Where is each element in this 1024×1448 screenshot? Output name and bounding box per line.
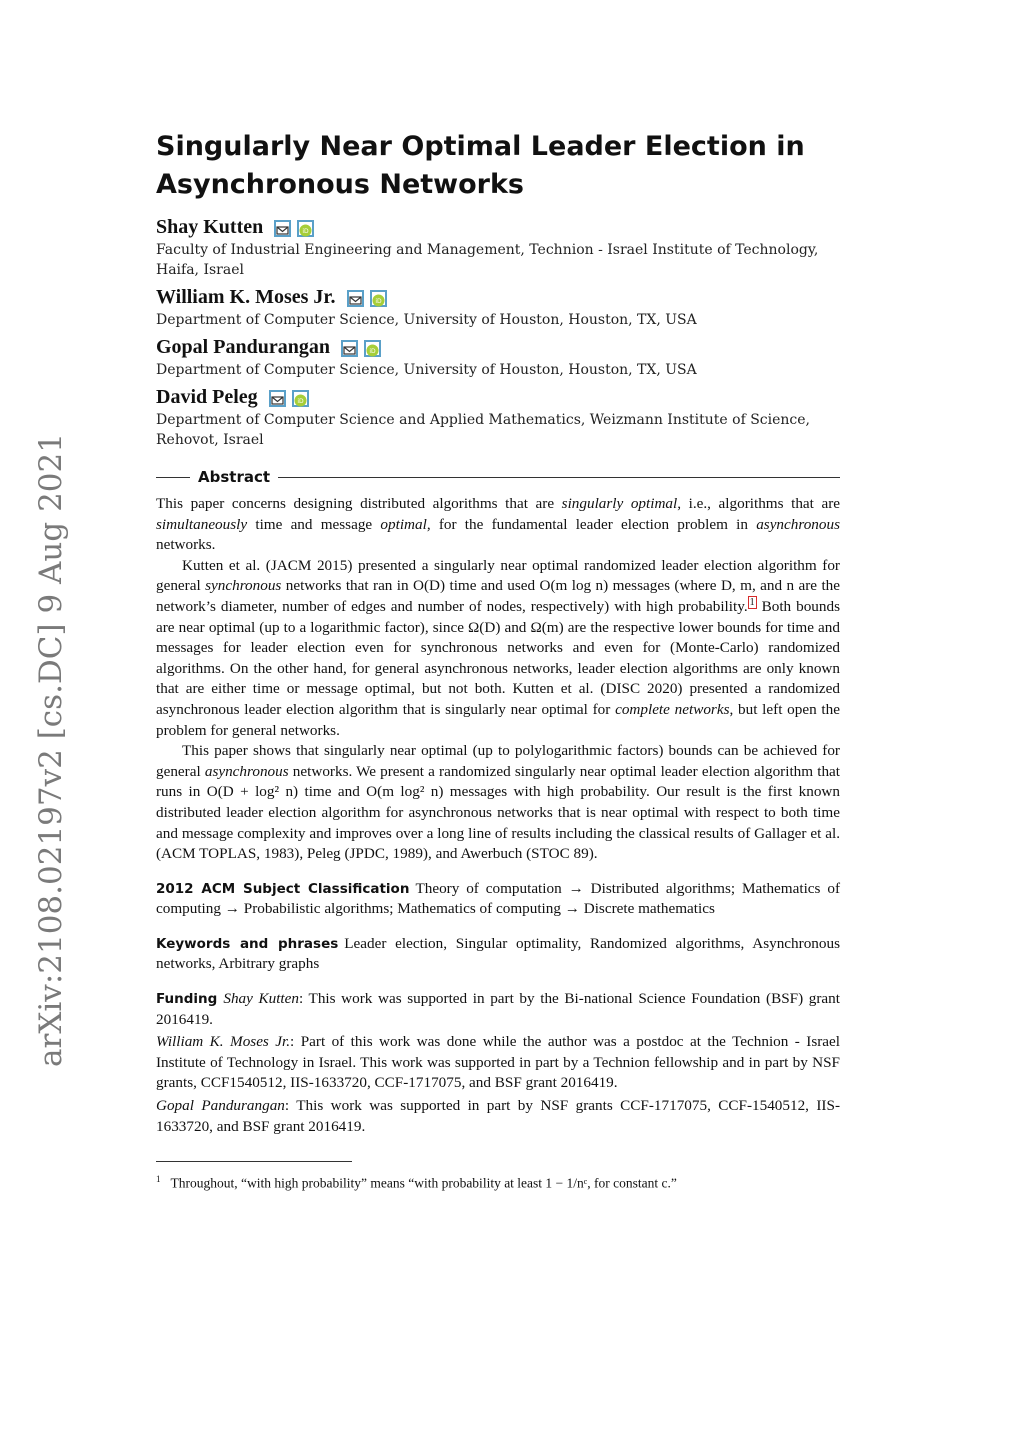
keywords-text: Leader election, Singular optimality, Randomized algorithms, Asynchronous networks, Arbitrary graphs: [156, 934, 840, 973]
funding-label: Funding: [156, 991, 218, 1008]
author-affiliation: Faculty of Industrial Engineering and Management, Technion - Israel Institute of Technology, Haifa, Israel: [156, 242, 819, 278]
author-block: [156, 384, 840, 450]
funding-entry: William K. Moses Jr.: Part of this work was done while the author was a postdoc at the Technion - Israel Institute of Technology in Israel. This work was supported in part by a Technion fellowship and in part by NSF grants, CCF1540512, IIS-1633720, CCF-1717075, and BSF grant 2016419.: [156, 1033, 841, 1092]
svg-text:iD: iD: [302, 227, 310, 235]
orcid-icon[interactable]: [364, 340, 381, 357]
abstract-label: Abstract: [198, 468, 271, 486]
svg-text:iD: iD: [369, 347, 376, 355]
orcid-icon[interactable]: [370, 290, 387, 307]
email-icon[interactable]: [274, 220, 291, 237]
footnote-link[interactable]: 1: [749, 596, 755, 608]
acm-classification: [156, 879, 840, 920]
divider: [278, 477, 840, 478]
arxiv-sidebar: [26, 433, 76, 1067]
email-icon[interactable]: [341, 340, 358, 357]
author-name: Shay Kutten: [156, 216, 264, 238]
footnote: [156, 1170, 840, 1193]
abstract-paragraph: Kutten et al. (JACM 2015) presented a singularly near optimal randomized leader election algorithm for general synchronous networks that ran in O(D) time and used O(m log n) messages (where D, m, and n are the network’s diameter, number of edges and number of nodes, respectively) with high probability. $^1$ Both bounds are near optimal (up to a logarithmic factor), since Ω(D) and Ω(m) are the respective lower bounds for time and messages for leader election even for synchronous networks and even for (Monte-Carlo) randomized algorithms. On the other hand, for general asynchronous networks, leader election algorithms are only known that are either time or message optimal, but not both. Kutten et al. (DISC 2020) presented a randomized asynchronous leader election algorithm that is singularly near optimal for complete networks, but left open the problem for general networks.: [156, 556, 840, 739]
footnote-number: 1: [156, 1174, 161, 1185]
author-affiliation: Department of Computer Science and Applied Mathematics, Weizmann Institute of Science, Rehovot, Israel: [156, 412, 810, 448]
footnote-divider: [156, 1161, 352, 1162]
funding: Funding Shay Kutten: This work was supported in part by the Bi-national Science Foundation (BSF) grant 2016419.: [156, 990, 840, 1028]
abstract-paragraph: This paper concerns designing distributed algorithms that are singularly optimal, i.e., algorithms that are simultaneously time and message optimal, for the fundamental leader election problem in asynchronous networks.: [156, 495, 840, 554]
footnote-text: Throughout, “with high probability” means “with probability at least 1 − 1/nᶜ, for constant c.”: [170, 1175, 677, 1191]
abstract-heading: [156, 468, 840, 486]
orcid-icon[interactable]: [297, 220, 314, 237]
email-icon[interactable]: [269, 390, 286, 407]
author-name: Gopal Pandurangan: [156, 336, 330, 358]
arxiv-identifier: arXiv:2108.02197v2 [cs.DC] 9 Aug 2021: [33, 433, 69, 1067]
email-icon[interactable]: [347, 290, 364, 307]
paper-title: Singularly Near Optimal Leader Election in Asynchronous Networks: [156, 131, 805, 200]
orcid-icon[interactable]: [292, 390, 309, 407]
keywords: [156, 934, 840, 975]
abstract-paragraph: This paper shows that singularly near optimal (up to polylogarithmic factors) bounds can be achieved for general asynchronous networks. We present a randomized singularly near optimal leader election algorithm that runs in O(D + log² n) time and O(m log² n) messages with high probability. Our result is the first known distributed leader election algorithm for asynchronous networks that is near optimal with respect to both time and message complexity and improves over a long line of results including the classical results of Gallager et al. (ACM TOPLAS, 1983), Peleg (JPDC, 1989), and Awerbuch (STOC 89).: [156, 742, 841, 863]
divider: [156, 477, 190, 478]
svg-text:iD: iD: [374, 297, 382, 305]
funding-entry: Gopal Pandurangan: This work was supported in part by NSF grants CCF-1717075, CCF-1540512, IIS-1633720, and BSF grant 2016419.: [156, 1097, 840, 1135]
author-name: William K. Moses Jr.: [156, 286, 336, 308]
keywords-label: Keywords and phrases: [156, 935, 339, 952]
author-block: [156, 214, 840, 280]
acm-label: 2012 ACM Subject Classification: [156, 880, 410, 897]
paper-page: [156, 128, 840, 1193]
author-affiliation: Department of Computer Science, University of Houston, Houston, TX, USA: [156, 362, 697, 378]
author-name: David Peleg: [156, 386, 258, 408]
author-block: [156, 334, 840, 380]
author-block: [156, 284, 840, 330]
acm-text: Theory of computation → Distributed algorithms; Mathematics of computing → Probabilistic algorithms; Mathematics of computing → Discrete mathematics: [156, 879, 840, 918]
svg-text:iD: iD: [297, 397, 304, 405]
author-affiliation: Department of Computer Science, University of Houston, Houston, TX, USA: [156, 312, 697, 328]
